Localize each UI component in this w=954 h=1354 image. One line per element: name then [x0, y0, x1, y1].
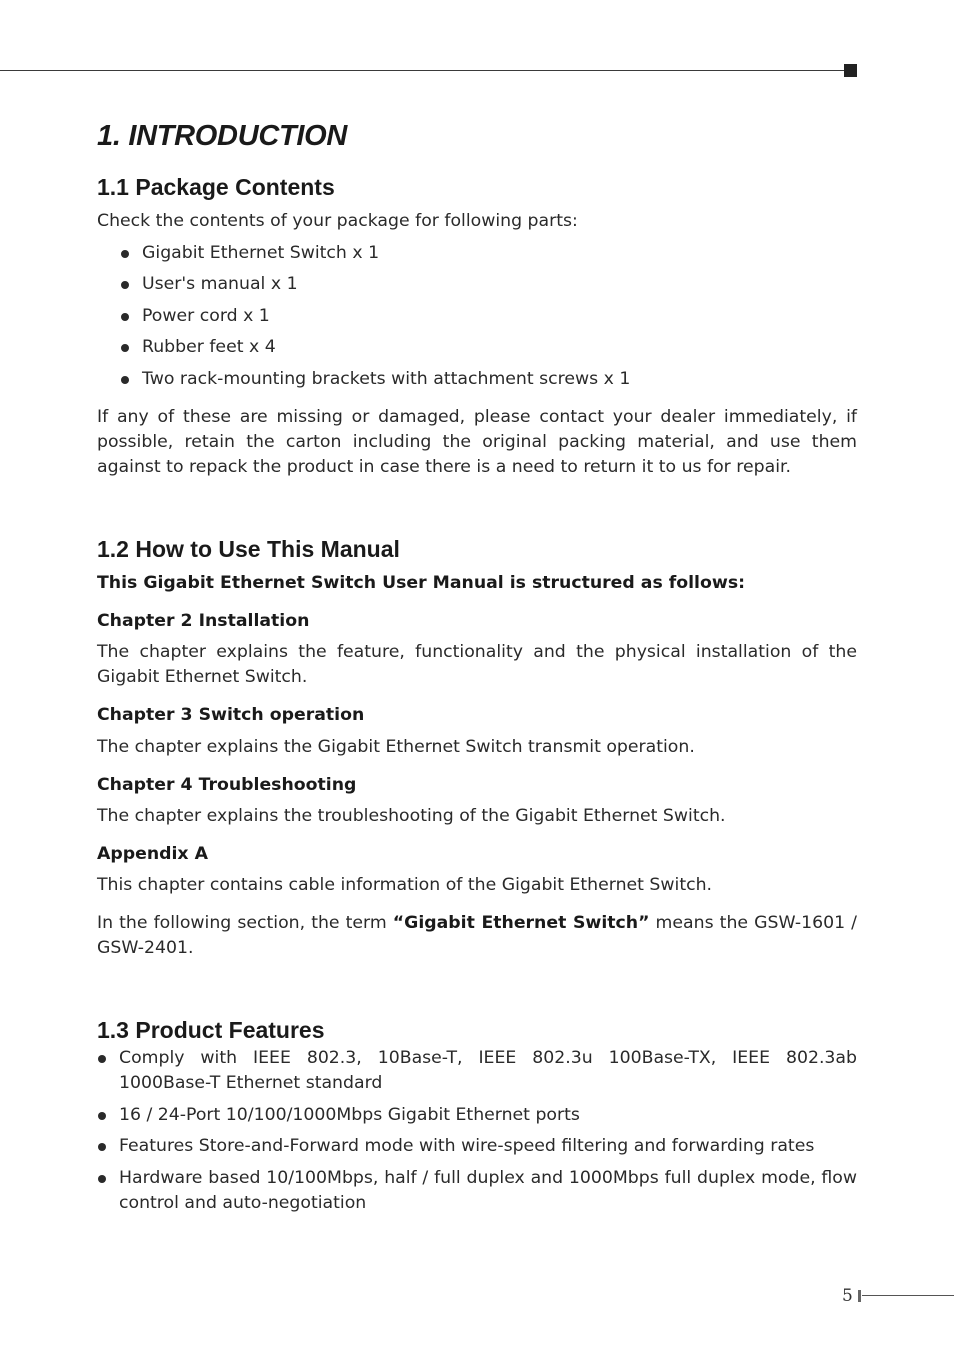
section-heading-how-to-use: 1.2 How to Use This Manual — [97, 536, 400, 562]
chapter-description: The chapter explains the troubleshooting of the Gigabit Ethernet Switch. — [97, 806, 726, 826]
chapter-description: The chapter explains the feature, functionality and the physical installation of the Gigabit Ethernet Switch. — [97, 642, 857, 687]
chapter-heading: Chapter 2 Installation — [97, 611, 310, 631]
chapter-description: This chapter contains cable information of the Gigabit Ethernet Switch. — [97, 875, 713, 895]
page-number: 5 — [842, 1286, 853, 1306]
feature-item: Hardware based 10/100Mbps, half / full duplex and 1000Mbps full duplex mode, flow control and auto-negotiation — [119, 1168, 857, 1213]
bullet-icon — [98, 1175, 106, 1183]
bullet-icon — [121, 313, 129, 321]
term-definition-lead: In the following section, the term — [97, 913, 393, 933]
term-definition-rest: means the GSW-1601 / GSW-2401. — [97, 913, 857, 958]
chapter-heading: Chapter 3 Switch operation — [97, 705, 365, 725]
package-item: Two rack-mounting brackets with attachment screws x 1 — [142, 369, 631, 389]
bullet-icon — [98, 1143, 106, 1151]
term-definition-term: “Gigabit Ethernet Switch” — [392, 913, 650, 933]
bullet-icon — [121, 376, 129, 384]
bullet-icon — [121, 281, 129, 289]
section-heading-package-contents: 1.1 Package Contents — [97, 174, 335, 200]
manual-structure-intro: This Gigabit Ethernet Switch User Manual is structured as follows: — [97, 573, 746, 593]
section-heading-product-features: 1.3 Product Features — [97, 1017, 325, 1043]
package-intro: Check the contents of your package for following parts: — [97, 211, 578, 231]
bullet-icon — [121, 344, 129, 352]
footer-rule — [862, 1295, 954, 1296]
chapter-heading: Chapter 4 Troubleshooting — [97, 775, 357, 795]
chapter-description: The chapter explains the Gigabit Ethernet Switch transmit operation. — [97, 737, 695, 757]
bullet-icon — [98, 1112, 106, 1120]
footer-marker — [858, 1290, 861, 1302]
bullet-icon — [121, 250, 129, 258]
package-item: Power cord x 1 — [142, 306, 270, 326]
header-square-marker — [844, 64, 857, 77]
bullet-icon — [98, 1055, 106, 1063]
package-item: Rubber feet x 4 — [142, 337, 276, 357]
package-item: Gigabit Ethernet Switch x 1 — [142, 243, 380, 263]
term-definition — [97, 911, 857, 961]
header-rule — [0, 70, 846, 71]
feature-item: Features Store-and-Forward mode with wire-speed filtering and forwarding rates — [119, 1136, 815, 1156]
package-item: User's manual x 1 — [142, 274, 298, 294]
package-note: If any of these are missing or damaged, please contact your dealer immediately, if possible, retain the carton including the original packing material, and use them against to repack the product in case there is a need to return it to us for repair. — [97, 407, 857, 477]
chapter-title: 1. INTRODUCTION — [97, 120, 348, 152]
chapter-heading: Appendix A — [97, 844, 208, 864]
feature-item: 16 / 24-Port 10/100/1000Mbps Gigabit Ethernet ports — [119, 1105, 580, 1125]
feature-item: Comply with IEEE 802.3, 10Base-T, IEEE 802.3u 100Base-TX, IEEE 802.3ab 1000Base-T Ethernet standard — [119, 1048, 857, 1093]
